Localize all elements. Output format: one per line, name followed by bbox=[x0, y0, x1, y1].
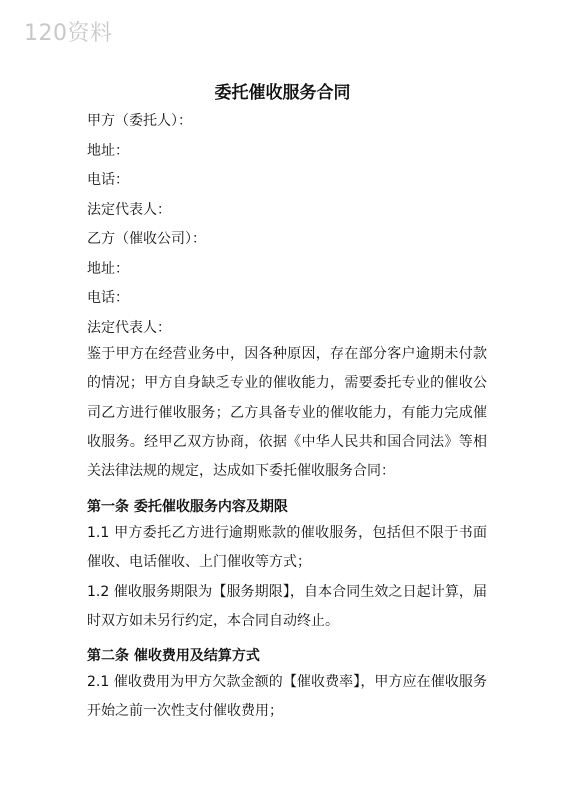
clause-1-2 bbox=[87, 578, 487, 637]
party-a-address: 地址： bbox=[87, 143, 129, 159]
party-b-label: 乙方（催收公司）： bbox=[87, 231, 206, 247]
clause-2-1 bbox=[87, 668, 487, 727]
party-a-representative: 法定代表人： bbox=[87, 202, 171, 218]
document-title: 委托催收服务合同 bbox=[214, 83, 351, 103]
clause-1-1 bbox=[87, 519, 487, 578]
preamble-paragraph: 鉴于甲方在经营业务中，因各种原因，存在部分客户逾期未付款的情况；甲方自身缺乏专业的催收能力，需要委托专业的催收公司乙方进行催收服务；乙方具备专业的催收能力，有能力完成催收服务。经甲乙双方协商，依据《中华人民共和国合同法》等相关法律法规的规定，达成如下委托催收服务合同： bbox=[87, 346, 487, 480]
watermark: 120资料 bbox=[24, 21, 113, 46]
clause-text: 催收费用为甲方欠款金额的【催收费率】，甲方应在催收服务开始之前一次性支付催收费用； bbox=[87, 674, 487, 720]
article-1-heading: 第一条 委托催收服务内容及期限 bbox=[87, 499, 288, 515]
party-b-address: 地址： bbox=[87, 261, 129, 277]
clause-number: 1.1 bbox=[87, 525, 110, 541]
clause-text: 甲方委托乙方进行逾期账款的催收服务，包括但不限于书面催收、电话催收、上门催收等方式； bbox=[87, 525, 487, 571]
party-a-phone: 电话： bbox=[87, 172, 129, 188]
party-b-representative: 法定代表人： bbox=[87, 320, 171, 336]
party-a-label: 甲方（委托人）： bbox=[87, 113, 192, 129]
article-2-heading: 第二条 催收费用及结算方式 bbox=[87, 648, 260, 664]
party-b-phone: 电话： bbox=[87, 290, 129, 306]
clause-number: 1.2 bbox=[87, 584, 110, 600]
clause-text: 催收服务期限为【服务期限】，自本合同生效之日起计算，届时双方如未另行约定，本合同自动终止。 bbox=[87, 584, 487, 630]
clause-number: 2.1 bbox=[87, 674, 110, 690]
